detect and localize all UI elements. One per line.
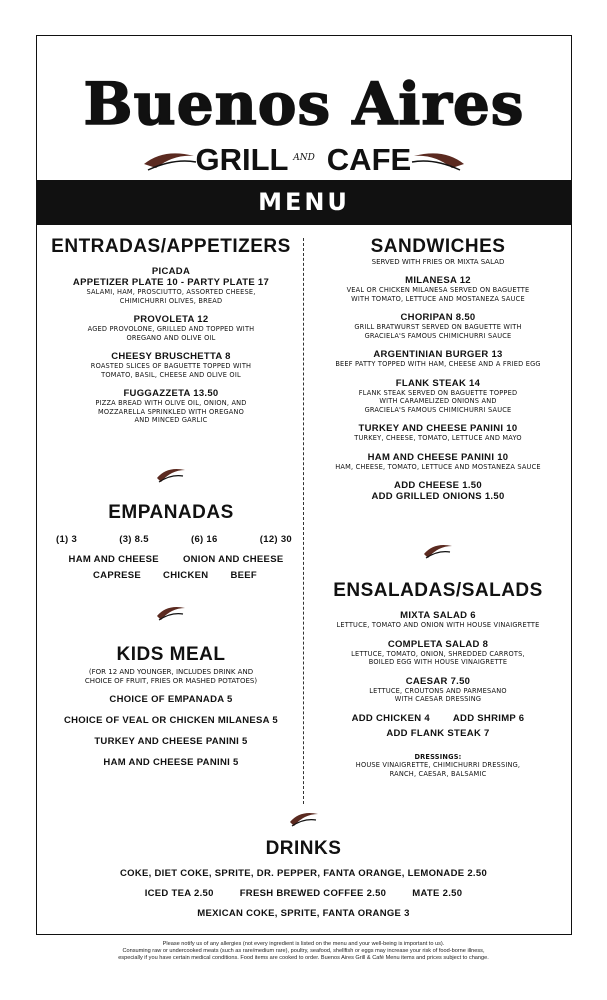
menu-item: PROVOLETA 12 AGED PROVOLONE, GRILLED AND TOPPED WITH OREGANO AND OLIVE OIL	[87, 314, 255, 342]
menu-item: ARGENTINIAN BURGER 13 BEEF PATTY TOPPED WITH HAM, CHEESE AND A FRIED EGG	[335, 349, 541, 368]
footer-disclaimer: Please notify us of any allergies (not every ingredient is listed on the menu and your well-being is important to us). Consuming raw or undercooked meats (such as rare/medium rare), poultry, seafood, shellfish or eggs may increase your risk of food-borne illness, especially if you have certain medical conditions. Food items are cooked to order. Buenos Aires Grill & Café Menu items and prices subject to change.	[118, 941, 489, 961]
flourish-icon	[420, 538, 456, 560]
menu-item: FUGGAZZETA 13.50 PIZZA BREAD WITH OLIVE OIL, ONION, AND MOZZARELLA SPRINKLED WITH OREGANO AND MINCED GARLIC	[95, 388, 247, 424]
menu-item: MIXTA SALAD 6 LETTUCE, TOMATO AND ONION WITH HOUSE VINAIGRETTE	[336, 610, 540, 629]
empanadas-title: EMPANADAS	[108, 502, 234, 523]
empanada-flavors-row1: HAM AND CHEESE ONION AND CHEESE	[68, 554, 284, 565]
salads-section: ENSALADAS/SALADS MIXTA SALAD 6 LETTUCE, TOMATO AND ONION WITH HOUSE VINAIGRETTE COMPLETA SALAD 8 LETTUCE, TOMATO, ONION, SHREDDED CARROTS, BOILED EGG WITH HOUSE VINAIGRETTE CAESAR 7.50 LETTUCE, CROUTONS AND PARMESANO WITH CAESAR DRESSING ADD CHICKEN 4 ADD SHRIMP 6 ADD FLANK STEAK 7 DRESSINGS: HOUSE VINAIGRETTE, CHIMICHURRI DRESSING, RANCH, CAESAR, BALSAMIC	[310, 580, 566, 778]
menu-item: CHEESY BRUSCHETTA 8 ROASTED SLICES OF BAGUETTE TOPPED WITH TOMATO, BASIL, CHEESE AND OLIVE OIL	[90, 351, 252, 379]
kids-item: HAM AND CHEESE PANINI 5	[103, 757, 239, 768]
entradas-title: ENTRADAS/APPETIZERS	[51, 236, 291, 257]
brand-name: Buenos Aires	[83, 70, 524, 136]
brand-sub-left: GRILL	[195, 142, 288, 177]
drinks-section	[40, 838, 567, 919]
brand-logo	[0, 66, 607, 136]
kids-item: CHOICE OF VEAL OR CHICKEN MILANESA 5	[63, 715, 278, 726]
drinks-line: MEXICAN COKE, SPRITE, FANTA ORANGE 3	[197, 908, 410, 919]
flourish-icon	[286, 806, 322, 828]
drinks-line: COKE, DIET COKE, SPRITE, DR. PEPPER, FANTA ORANGE, LEMONADE 2.50	[119, 868, 488, 879]
empanada-flavors-row2: CAPRESE CHICKEN BEEF	[93, 570, 257, 581]
empanadas-section	[42, 502, 300, 581]
sandwich-addons: ADD CHEESE 1.50 ADD GRILLED ONIONS 1.50	[371, 480, 505, 502]
kids-item: CHOICE OF EMPANADA 5	[109, 694, 233, 705]
column-divider	[303, 238, 304, 804]
salads-title: ENSALADAS/SALADS	[333, 580, 543, 601]
menu-item: PICADA APPETIZER PLATE 10 - PARTY PLATE 17 SALAMI, HAM, PROSCIUTTO, ASSORTED CHEESE, CHIMICHURRI OLIVES, BREAD	[72, 266, 270, 305]
menu-item: CAESAR 7.50 LETTUCE, CROUTONS AND PARMESANO WITH CAESAR DRESSING	[369, 675, 507, 703]
drinks-title: DRINKS	[265, 838, 342, 859]
brand-sub-and: AND	[292, 153, 315, 163]
menu-item: COMPLETA SALAD 8 LETTUCE, TOMATO, ONION, SHREDDED CARROTS, BOILED EGG WITH HOUSE VINAIGRETTE	[351, 638, 525, 666]
kids-section: KIDS MEAL (FOR 12 AND YOUNGER, INCLUDES DRINK AND CHOICE OF FRUIT, FRIES OR MASHED POTATOES) CHOICE OF EMPANADA 5 CHOICE OF VEAL OR CHICKEN MILANESA 5 TURKEY AND CHEESE PANINI 5 HAM AND CHEESE PANINI 5	[42, 644, 300, 768]
sandwiches-section: SANDWICHES SERVED WITH FRIES OR MIXTA SALAD MILANESA 12 VEAL OR CHICKEN MILANESA SERVED ON BAGUETTE WITH TOMATO, LETTUCE AND MOSTANEZA SAUCE CHORIPAN 8.50 GRILL BRATWURST SERVED ON BAGUETTE WITH GRACIELA'S FAMOUS CHIMICHURRI SAUCE ARGENTINIAN BURGER 13 BEEF PATTY TOPPED WITH HAM, CHEESE AND A FRIED EGG FLANK STEAK 14 FLANK STEAK SERVED ON BAGUETTE TOPPED WITH CARAMELIZED ONIONS AND GRACIELA'S FAMOUS CHIMICHURRI SAUCE TURKEY AND CHEESE PANINI 10 TURKEY, CHEESE, TOMATO, LETTUCE AND MAYO HAM AND CHEESE PANINI 10 HAM, CHEESE, TOMATO, LETTUCE AND MOSTANEZA SAUCE ADD CHEESE 1.50 ADD GRILLED ONIONS 1.50	[310, 236, 566, 502]
brand-sub-right: CAFE	[326, 142, 411, 177]
menu-item: FLANK STEAK 14 FLANK STEAK SERVED ON BAGUETTE TOPPED WITH CARAMELIZED ONIONS AND GRACIELA'S FAMOUS CHIMICHURRI SAUCE	[358, 377, 518, 414]
flourish-icon	[153, 462, 189, 484]
menu-item: MILANESA 12 VEAL OR CHICKEN MILANESA SERVED ON BAGUETTE WITH TOMATO, LETTUCE AND MOSTANEZA SAUCE	[346, 275, 530, 303]
kids-item: TURKEY AND CHEESE PANINI 5	[94, 736, 248, 747]
menu-item: CHORIPAN 8.50 GRILL BRATWURST SERVED ON BAGUETTE WITH GRACIELA'S FAMOUS CHIMICHURRI SAUCE	[354, 312, 522, 340]
flourish-icon	[153, 600, 189, 622]
sandwiches-title: SANDWICHES	[370, 236, 506, 257]
salad-addon-steak: ADD FLANK STEAK 7	[386, 727, 490, 739]
entradas-section	[42, 236, 300, 434]
menu-banner: MENU	[37, 180, 571, 225]
dressings-label: DRESSINGS:	[414, 752, 462, 761]
drinks-line: ICED TEA 2.50 FRESH BREWED COFFEE 2.50 MATE 2.50	[144, 888, 463, 899]
brand-subtitle	[0, 138, 607, 178]
salad-addons: ADD CHICKEN 4 ADD SHRIMP 6	[351, 712, 525, 724]
empanada-prices: (1) 3 (3) 8.5 (6) 16 (12) 30	[56, 534, 292, 545]
menu-item: TURKEY AND CHEESE PANINI 10 TURKEY, CHEESE, TOMATO, LETTUCE AND MAYO	[354, 423, 522, 442]
kids-title: KIDS MEAL	[116, 644, 226, 665]
menu-item: HAM AND CHEESE PANINI 10 HAM, CHEESE, TOMATO, LETTUCE AND MOSTANEZA SAUCE	[335, 451, 541, 471]
